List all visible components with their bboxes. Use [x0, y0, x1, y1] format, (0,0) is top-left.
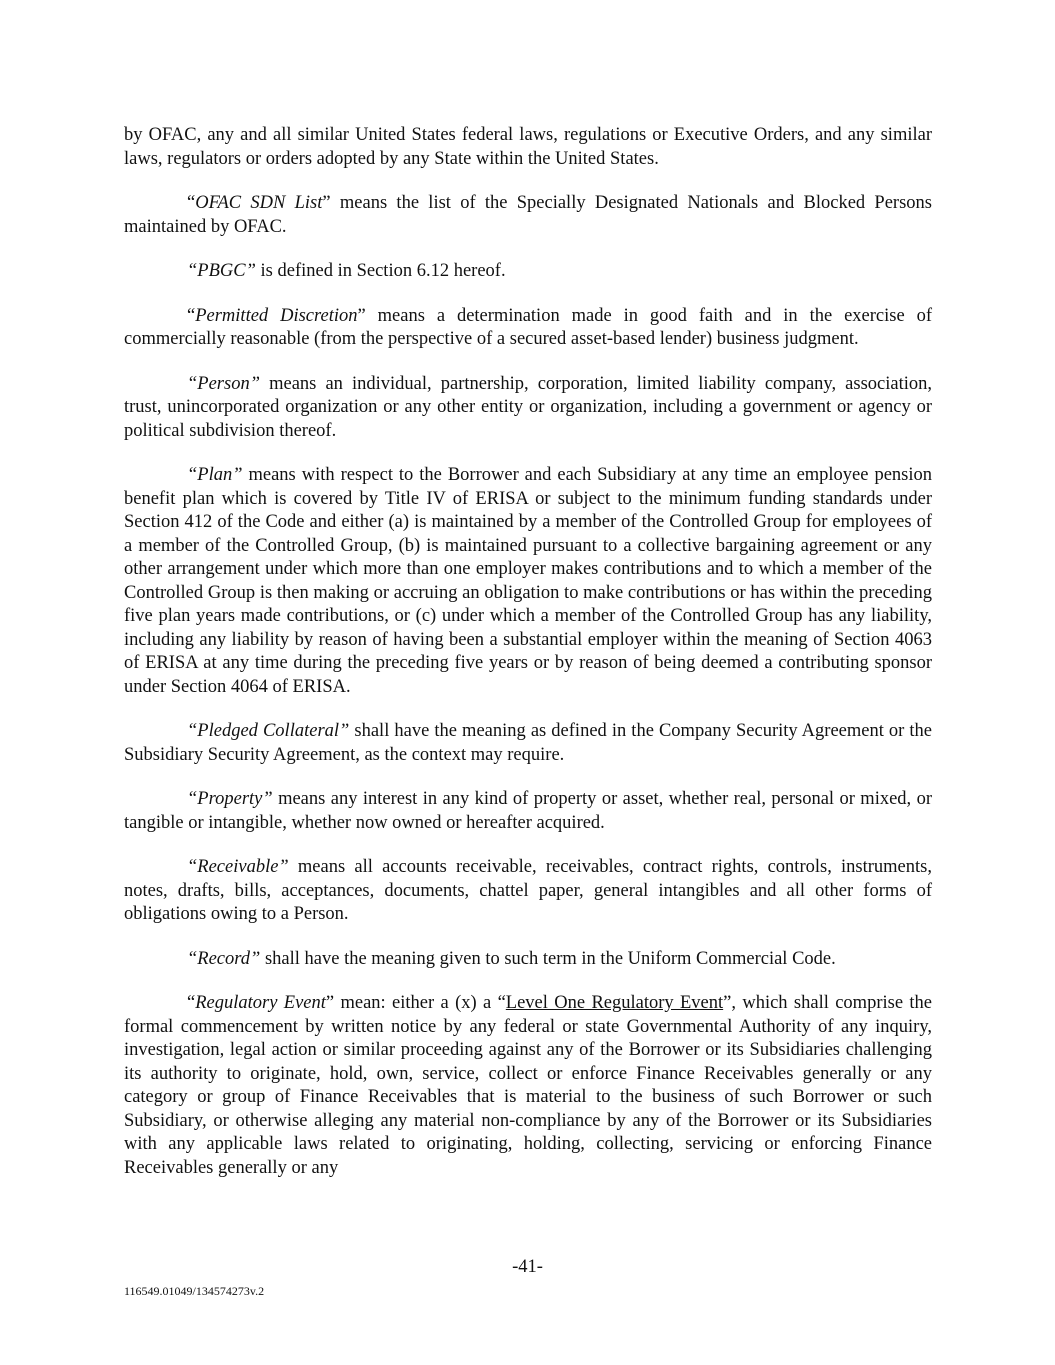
- definition-pbgc: [124, 260, 932, 284]
- defined-term: “Property”: [187, 789, 273, 809]
- definition-text: means any interest in any kind of property or asset, whether real, personal or mixed, or tangible or intangible, whether now owned or hereafter acquired.: [124, 789, 932, 833]
- defined-term: “Plan”: [187, 465, 243, 485]
- document-body: [124, 124, 932, 1201]
- definition-text: mean: either a (x) a “: [334, 993, 506, 1013]
- defined-term: “Record”: [187, 948, 261, 969]
- definition-text: is defined in Section 6.12 hereof.: [255, 261, 506, 281]
- definition-text: shall have the meaning as defined in the Company Security Agreement or the Subsidiary Security Agreement, as the context may require.: [124, 721, 933, 765]
- definition-text: means the list of the Specially Designated Nationals and Blocked Persons maintained by OFAC.: [124, 193, 932, 237]
- underlined-term: Level One Regulatory Event: [505, 993, 724, 1013]
- definition-text: shall have the meaning given to such term in the Uniform Commercial Code.: [260, 948, 836, 969]
- definition-text: means an individual, partnership, corporation, limited liability company, association, trust, unincorporated organization or any other entity or organization, including a government or agency or political subdivision thereof.: [124, 373, 932, 441]
- defined-term: “PBGC”: [187, 261, 256, 281]
- close-quote: ”: [357, 305, 366, 326]
- defined-term: Permitted Discretion: [195, 305, 358, 326]
- open-quote: “: [187, 305, 196, 326]
- definition-permitted-discretion: [124, 305, 932, 352]
- open-quote: “: [187, 193, 196, 213]
- definition-plan: [124, 464, 932, 699]
- defined-term: Regulatory Event: [195, 993, 326, 1013]
- page-number: -41-: [512, 1257, 543, 1277]
- definition-ofac-sdn-list: [124, 192, 932, 239]
- definition-text-continued: ”, which shall comprise the formal commencement by written notice by any federal or state Governmental Authority of any inquiry, investigation, legal action or similar proceeding against any of the Borrower or its Subsidiaries challenging its authority to originate, hold, own, service, collect or enforce Finance Receivables generally or any category or group of Finance Receivables that is material to the business of such Borrower or such Subsidiary, or otherwise alleging any material non-compliance by any of the Borrower or its Subsidiaries with any applicable laws related to originating, holding, collecting, servicing or enforcing Finance Receivables generally or any: [124, 993, 932, 1178]
- defined-term: “Receivable”: [187, 857, 289, 877]
- definition-pledged-collateral: [124, 720, 932, 767]
- definition-person: [124, 373, 932, 444]
- definition-receivable: [124, 856, 932, 927]
- definition-text: means a determination made in good faith and in the exercise of commercially reasonable (from the perspective of a secured asset-based lender) business judgment.: [124, 305, 933, 349]
- definition-text: means with respect to the Borrower and each Subsidiary at any time an employee pension benefit plan which is covered by Title IV of ERISA or subject to the minimum funding standards under Section 412 of the Code and either (a) is maintained by a member of the Controlled Group for employees of a member of the Controlled Group, (b) is maintained pursuant to a collective bargaining agreement or any other arrangement under which more than one employer makes contributions and to which a member of the Controlled Group is then making or accruing an obligation to make contributions or has within the preceding five plan years made contributions, or (c) under which a member of the Controlled Group has any liability, including any liability by reason of having been a substantial employer within the meaning of Section 4063 of ERISA at any time during the preceding five years or by reason of being deemed a contributing sponsor under Section 4064 of ERISA.: [124, 465, 932, 697]
- definition-property: [124, 788, 932, 835]
- defined-term: “Pledged Collateral”: [187, 721, 350, 741]
- defined-term: OFAC SDN List: [195, 193, 323, 213]
- paragraph-ofac-continuation: [124, 124, 932, 171]
- open-quote: “: [187, 993, 196, 1013]
- close-quote: ”: [325, 993, 335, 1013]
- definition-record: [124, 948, 932, 972]
- definition-text: means all accounts receivable, receivables, contract rights, controls, instruments, notes, drafts, bills, acceptances, documents, chattel paper, general intangibles and all other forms of obligations owing to a Person.: [124, 857, 932, 924]
- paragraph-text: by OFAC, any and all similar United States federal laws, regulations or Executive Orders, and any similar laws, regulators or orders adopted by any State within the United States.: [124, 125, 932, 169]
- document-id: 116549.01049/134574273v.2: [124, 1284, 265, 1298]
- close-quote: ”: [322, 193, 331, 213]
- definition-regulatory-event: [124, 992, 932, 1180]
- defined-term: “Person”: [187, 373, 260, 394]
